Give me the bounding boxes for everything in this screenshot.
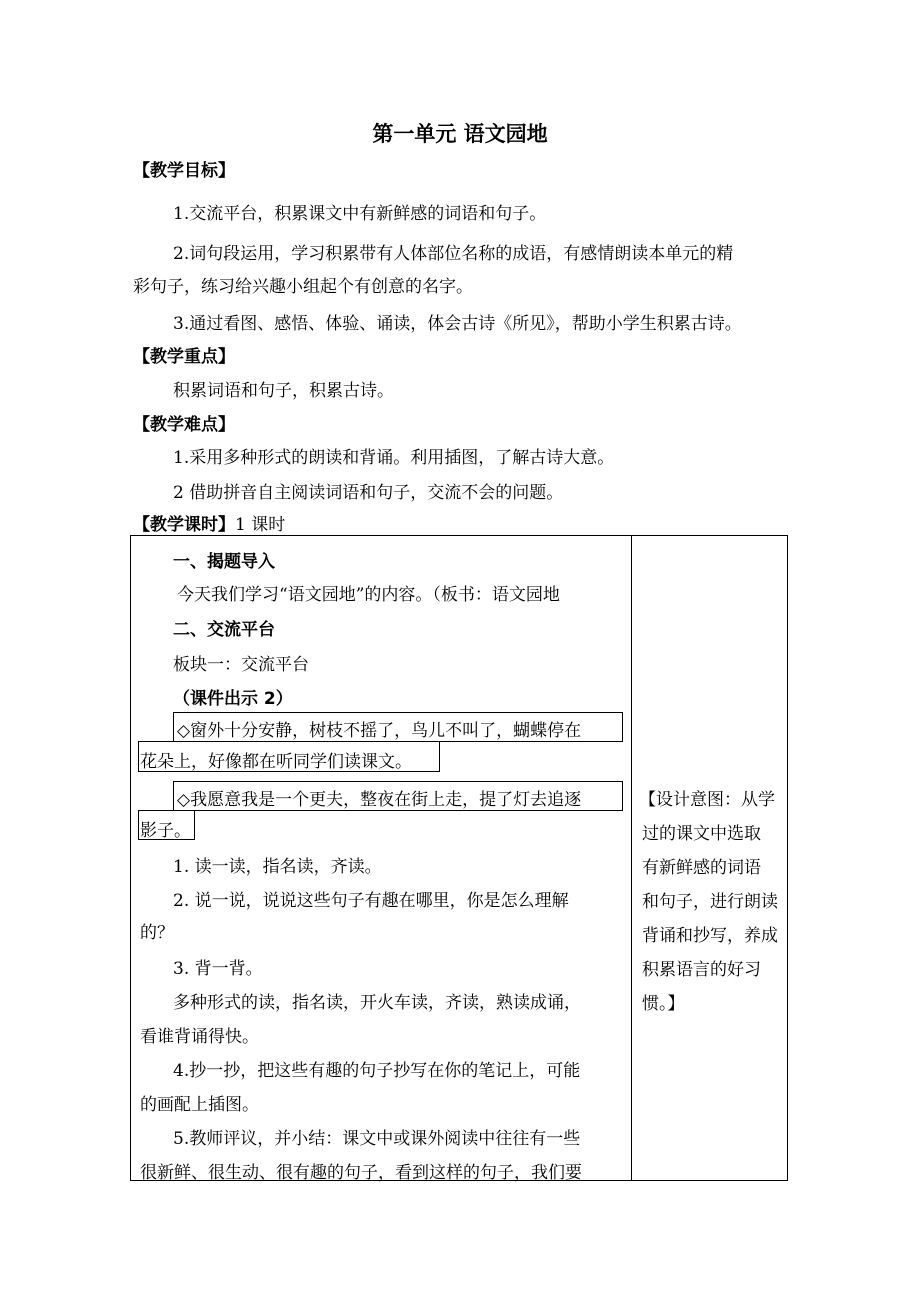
table-column-divider	[631, 535, 632, 1181]
design-intent-line-2: 过的课文中选取	[642, 824, 761, 844]
sentence-1-line-1: ◇窗外十分安静，树枝不摇了，鸟儿不叫了，蝴蝶停在	[177, 721, 582, 741]
block-1-label: 板块一：交流平台	[173, 655, 309, 675]
goal-item-3: 3.通过看图、感悟、体验、诵读，体会古诗《所见》，帮助小学生积累古诗。	[173, 314, 742, 334]
sentence-2-line-2: 影子。	[140, 821, 191, 841]
step-2-line-2: 的？	[140, 923, 174, 943]
step-3: 3. 背一背。	[173, 959, 263, 979]
step-2-line-1: 2. 说一说，说说这些句子有趣在哪里，你是怎么理解	[173, 891, 569, 911]
hours-value: 1 课时	[235, 515, 286, 535]
design-intent-line-7: 惯。】	[642, 994, 685, 1014]
key-points-text: 积累词语和句子，积累古诗。	[173, 381, 394, 401]
design-intent-line-1: 【设计意图：从学	[639, 790, 775, 810]
goal-item-1: 1.交流平台，积累课文中有新鲜感的词语和句子。	[173, 204, 547, 224]
design-intent-line-4: 和句子，进行朗读	[642, 892, 778, 912]
step-4-line-1: 4.抄一抄，把这些有趣的句子抄写在你的笔记上，可能	[173, 1061, 581, 1081]
difficulty-item-1: 1.采用多种形式的朗读和背诵。利用插图，了解古诗大意。	[173, 448, 615, 468]
step-5-line-2: 很新鲜、很生动、很有趣的句子，看到这样的句子，我们要	[140, 1163, 582, 1183]
section-1-text: 今天我们学习“语文园地”的内容。（板书：语文园地	[177, 585, 560, 605]
design-intent-line-3: 有新鲜感的词语	[642, 858, 761, 878]
key-points-heading: 【教学重点】	[133, 347, 235, 367]
hours-row	[133, 510, 285, 535]
design-intent-line-6: 积累语言的好习	[642, 960, 761, 980]
courseware-label: （课件出示 2）	[173, 689, 293, 709]
sentence-1-line-2: 花朵上，好像都在听同学们读课文。	[140, 752, 412, 772]
difficulties-heading: 【教学难点】	[133, 415, 235, 435]
sentence-2-line-1: ◇我愿意我是一个更夫，整夜在街上走，提了灯去追逐	[177, 790, 582, 810]
goal-item-2: 2.词句段运用，学习积累带有人体部位名称的成语，有感情朗读本单元的精	[173, 244, 734, 264]
step-3-detail-line-2: 看谁背诵得快。	[140, 1027, 259, 1047]
hours-heading: 【教学课时】	[133, 515, 235, 535]
difficulty-item-2: 2 借助拼音自主阅读词语和句子，交流不会的问题。	[173, 483, 564, 503]
step-5-line-1: 5.教师评议，并小结：课文中或课外阅读中往往有一些	[173, 1129, 581, 1149]
design-intent-line-5: 背诵和抄写，养成	[642, 926, 778, 946]
goals-heading: 【教学目标】	[133, 161, 235, 181]
goal-item-2-cont: 彩句子，练习给兴趣小组起个有创意的名字。	[133, 277, 473, 297]
step-4-line-2: 的画配上插图。	[140, 1095, 259, 1115]
section-1-heading: 一、揭题导入	[173, 552, 275, 572]
step-3-detail-line-1: 多种形式的读，指名读，开火车读，齐读，熟读成诵，	[173, 993, 581, 1013]
page-title: 第一单元 语文园地	[372, 122, 548, 146]
step-1: 1. 读一读，指名读，齐读。	[173, 857, 382, 877]
section-2-heading: 二、交流平台	[173, 620, 275, 640]
